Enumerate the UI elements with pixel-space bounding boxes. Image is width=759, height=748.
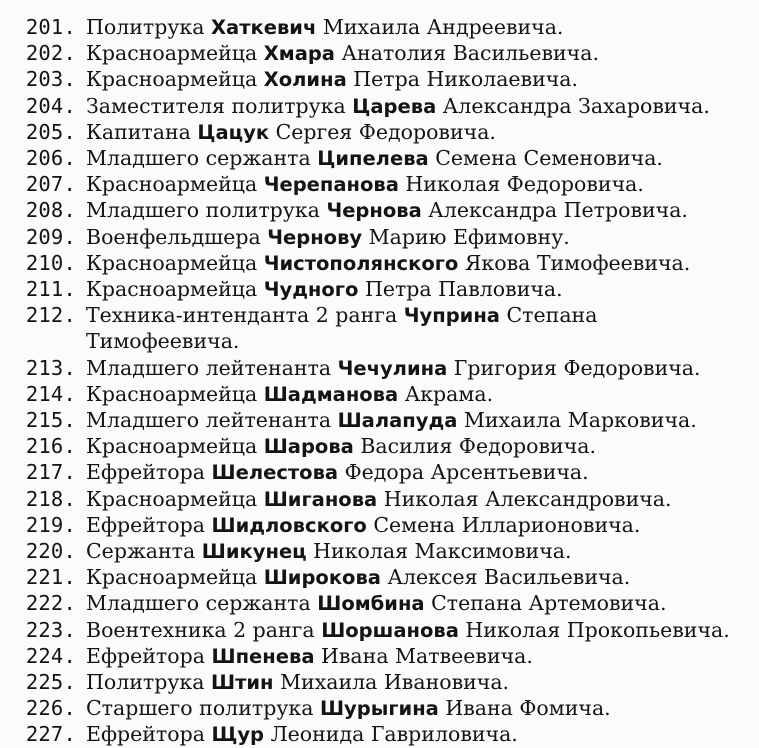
entry-rank: Старшего политрука xyxy=(86,696,314,721)
entry-number: 203. xyxy=(25,67,76,92)
entry-number: 223. xyxy=(25,617,76,642)
entry-text xyxy=(86,590,666,617)
entry-given-names: Ивана Матвеевича. xyxy=(321,643,533,668)
entry-rank: Ефрейтора xyxy=(86,460,205,485)
entry-text xyxy=(86,197,688,224)
entry-rank: Политрука xyxy=(86,670,205,694)
entry-surname: Чернову xyxy=(267,225,363,249)
entry-surname: Холина xyxy=(263,68,347,92)
entry-text xyxy=(86,512,640,539)
entry-given-names: Семена Семеновича. xyxy=(435,146,663,170)
entry-text xyxy=(86,695,611,722)
entry-number: 213. xyxy=(25,355,76,380)
entry-rank: Политрука xyxy=(86,15,205,39)
entry-rank: Капитана xyxy=(86,119,191,144)
entry-text xyxy=(86,224,570,251)
entry-text xyxy=(86,564,630,591)
entry-rank: Красноармейца xyxy=(86,486,258,511)
entry-number: 209. xyxy=(25,224,76,249)
entry-surname: Широкова xyxy=(263,566,381,590)
entry-text xyxy=(86,40,599,67)
entry-given-names: Акрама. xyxy=(404,381,494,406)
entry-text xyxy=(86,643,533,670)
entry-surname: Чуприна xyxy=(403,304,500,328)
entry-given-names: Семена Илларионовича. xyxy=(373,512,641,537)
entry-given-names: Петра Николаевича. xyxy=(353,67,579,92)
entry-surname: Шурыгина xyxy=(319,697,439,721)
entry-text xyxy=(86,459,589,486)
entry-number: 214. xyxy=(25,381,76,406)
entry-rank: Воентехника 2 ранга xyxy=(86,617,315,642)
entry-surname: Чистополянского xyxy=(263,251,459,275)
entry-number: 224. xyxy=(25,643,76,668)
entry-given-names: Григория Федоровича. xyxy=(453,355,701,380)
entry-text xyxy=(86,302,597,329)
entry-given-names: Анатолия Васильевича. xyxy=(341,41,599,66)
entry-number: 207. xyxy=(25,172,76,197)
entry-number: 201. xyxy=(25,15,76,39)
entry-given-names: Леонида Гавриловича. xyxy=(270,722,518,747)
entry-rank: Красноармейца xyxy=(86,277,258,301)
entry-surname: Цацук xyxy=(197,120,270,144)
entry-surname: Черепанова xyxy=(263,173,399,197)
entry-number: 215. xyxy=(25,408,76,432)
entry-text xyxy=(86,171,644,198)
entry-rank: Ефрейтора xyxy=(86,643,205,668)
entry-text xyxy=(86,276,563,303)
entry-surname: Хмара xyxy=(263,42,335,66)
entry-rank: Красноармейца xyxy=(86,565,258,590)
entry-text xyxy=(86,250,690,277)
entry-given-names: Василия Федоровича. xyxy=(360,434,596,459)
entry-surname: Чечулина xyxy=(337,356,448,380)
entry-rank: Красноармейца xyxy=(86,67,258,92)
entry-given-names: Марию Ефимовну. xyxy=(368,224,570,249)
entry-given-names: Николая Александровича. xyxy=(383,486,672,511)
entry-rank: Сержанта xyxy=(86,539,196,563)
entry-rank: Военфельдшера xyxy=(86,224,261,249)
entry-number: 216. xyxy=(25,434,76,459)
entry-surname: Шиганова xyxy=(263,487,378,511)
entry-number: 218. xyxy=(25,486,76,511)
entry-rank: Младшего политрука xyxy=(86,198,320,223)
entry-rank: Заместителя политрука xyxy=(86,93,346,118)
entry-rank: Ефрейтора xyxy=(86,722,205,747)
entry-number: 204. xyxy=(25,93,76,118)
entry-given-names: Якова Тимофеевича. xyxy=(464,250,691,275)
entry-surname: Шпенева xyxy=(211,644,315,668)
entry-number: 227. xyxy=(25,722,76,747)
entry-given-names: Федора Арсентьевича. xyxy=(344,460,589,485)
entry-rank: Младшего лейтенанта xyxy=(86,355,332,380)
entry-text xyxy=(86,721,518,748)
entry-rank: Техника-интенданта 2 ранга xyxy=(86,303,398,328)
entry-text xyxy=(86,617,730,644)
entry-surname: Ципелева xyxy=(317,147,429,170)
entry-number: 217. xyxy=(25,460,76,485)
entry-given-names: Николая Прокопьевича. xyxy=(465,617,730,642)
entry-given-names: Петра Павловича. xyxy=(364,277,563,301)
entry-rank: Красноармейца xyxy=(86,250,258,275)
entry-given-names: Николая Федоровича. xyxy=(405,172,644,197)
entry-text xyxy=(86,66,578,93)
entry-given-names: Николая Максимовича. xyxy=(313,539,572,563)
entry-number: 221. xyxy=(25,565,76,590)
entry-given-names: Михаила Марковича. xyxy=(463,408,697,432)
entry-surname: Шидловского xyxy=(211,513,367,537)
entry-text xyxy=(86,93,710,120)
entry-text xyxy=(86,14,563,41)
entry-surname: Шарова xyxy=(263,435,354,459)
entry-given-names: Михаила Ивановича. xyxy=(280,670,510,694)
entry-number: 220. xyxy=(25,539,76,563)
entry-surname: Шоршанова xyxy=(321,618,459,642)
entry-rank: Ефрейтора xyxy=(86,512,205,537)
entry-surname: Шомбина xyxy=(317,592,425,616)
entry-given-names: Александра Захаровича. xyxy=(442,93,710,118)
entry-rank: Красноармейца xyxy=(86,172,258,197)
entry-surname: Чернова xyxy=(326,199,422,223)
entry-text xyxy=(86,433,596,460)
entry-number: 206. xyxy=(25,146,76,170)
entry-rank: Красноармейца xyxy=(86,41,258,66)
entry-text xyxy=(86,486,672,513)
entry-rank: Красноармейца xyxy=(86,434,258,459)
entry-surname: Царева xyxy=(352,94,437,118)
entry-number: 219. xyxy=(25,512,76,537)
entry-given-names: Степана xyxy=(506,303,598,328)
entry-text xyxy=(86,145,663,172)
entry-given-names: Алексея Васильевича. xyxy=(387,565,631,590)
entry-number: 208. xyxy=(25,198,76,223)
entry-number: 222. xyxy=(25,591,76,616)
entry-number: 211. xyxy=(25,277,76,301)
entry-given-names: Ивана Фомича. xyxy=(445,696,611,721)
entry-text xyxy=(86,669,509,696)
entry-given-names: Степана Артемовича. xyxy=(431,591,667,616)
entry-number: 210. xyxy=(25,250,76,275)
entry-surname: Чудного xyxy=(263,278,359,301)
entry-continuation: Тимофеевича. xyxy=(86,329,240,354)
entry-surname: Шадманова xyxy=(263,382,399,406)
entry-given-names: Сергея Федоровича. xyxy=(275,119,496,144)
entry-surname: Шелестова xyxy=(211,461,339,485)
entry-rank: Младшего лейтенанта xyxy=(86,408,332,432)
entry-text xyxy=(86,407,697,434)
entry-number: 225. xyxy=(25,670,76,694)
entry-surname: Шалапуда xyxy=(337,409,458,432)
entry-given-names: Александра Петровича. xyxy=(428,198,688,223)
entry-number: 205. xyxy=(25,119,76,144)
entry-text xyxy=(86,381,493,408)
entry-number: 212. xyxy=(25,303,76,328)
entry-surname: Хаткевич xyxy=(211,16,317,39)
entry-surname: Штин xyxy=(211,671,274,694)
entry-number: 226. xyxy=(25,696,76,721)
entry-number: 202. xyxy=(25,41,76,66)
entry-text xyxy=(86,538,572,565)
entry-text xyxy=(86,355,701,382)
entry-given-names: Михаила Андреевича. xyxy=(322,15,564,39)
entry-surname: Щур xyxy=(211,723,265,747)
entry-surname: Шикунец xyxy=(201,540,307,563)
entry-rank: Красноармейца xyxy=(86,381,258,406)
entry-rank: Младшего сержанта xyxy=(86,591,311,616)
entry-rank: Младшего сержанта xyxy=(86,146,311,170)
entry-text xyxy=(86,119,496,146)
